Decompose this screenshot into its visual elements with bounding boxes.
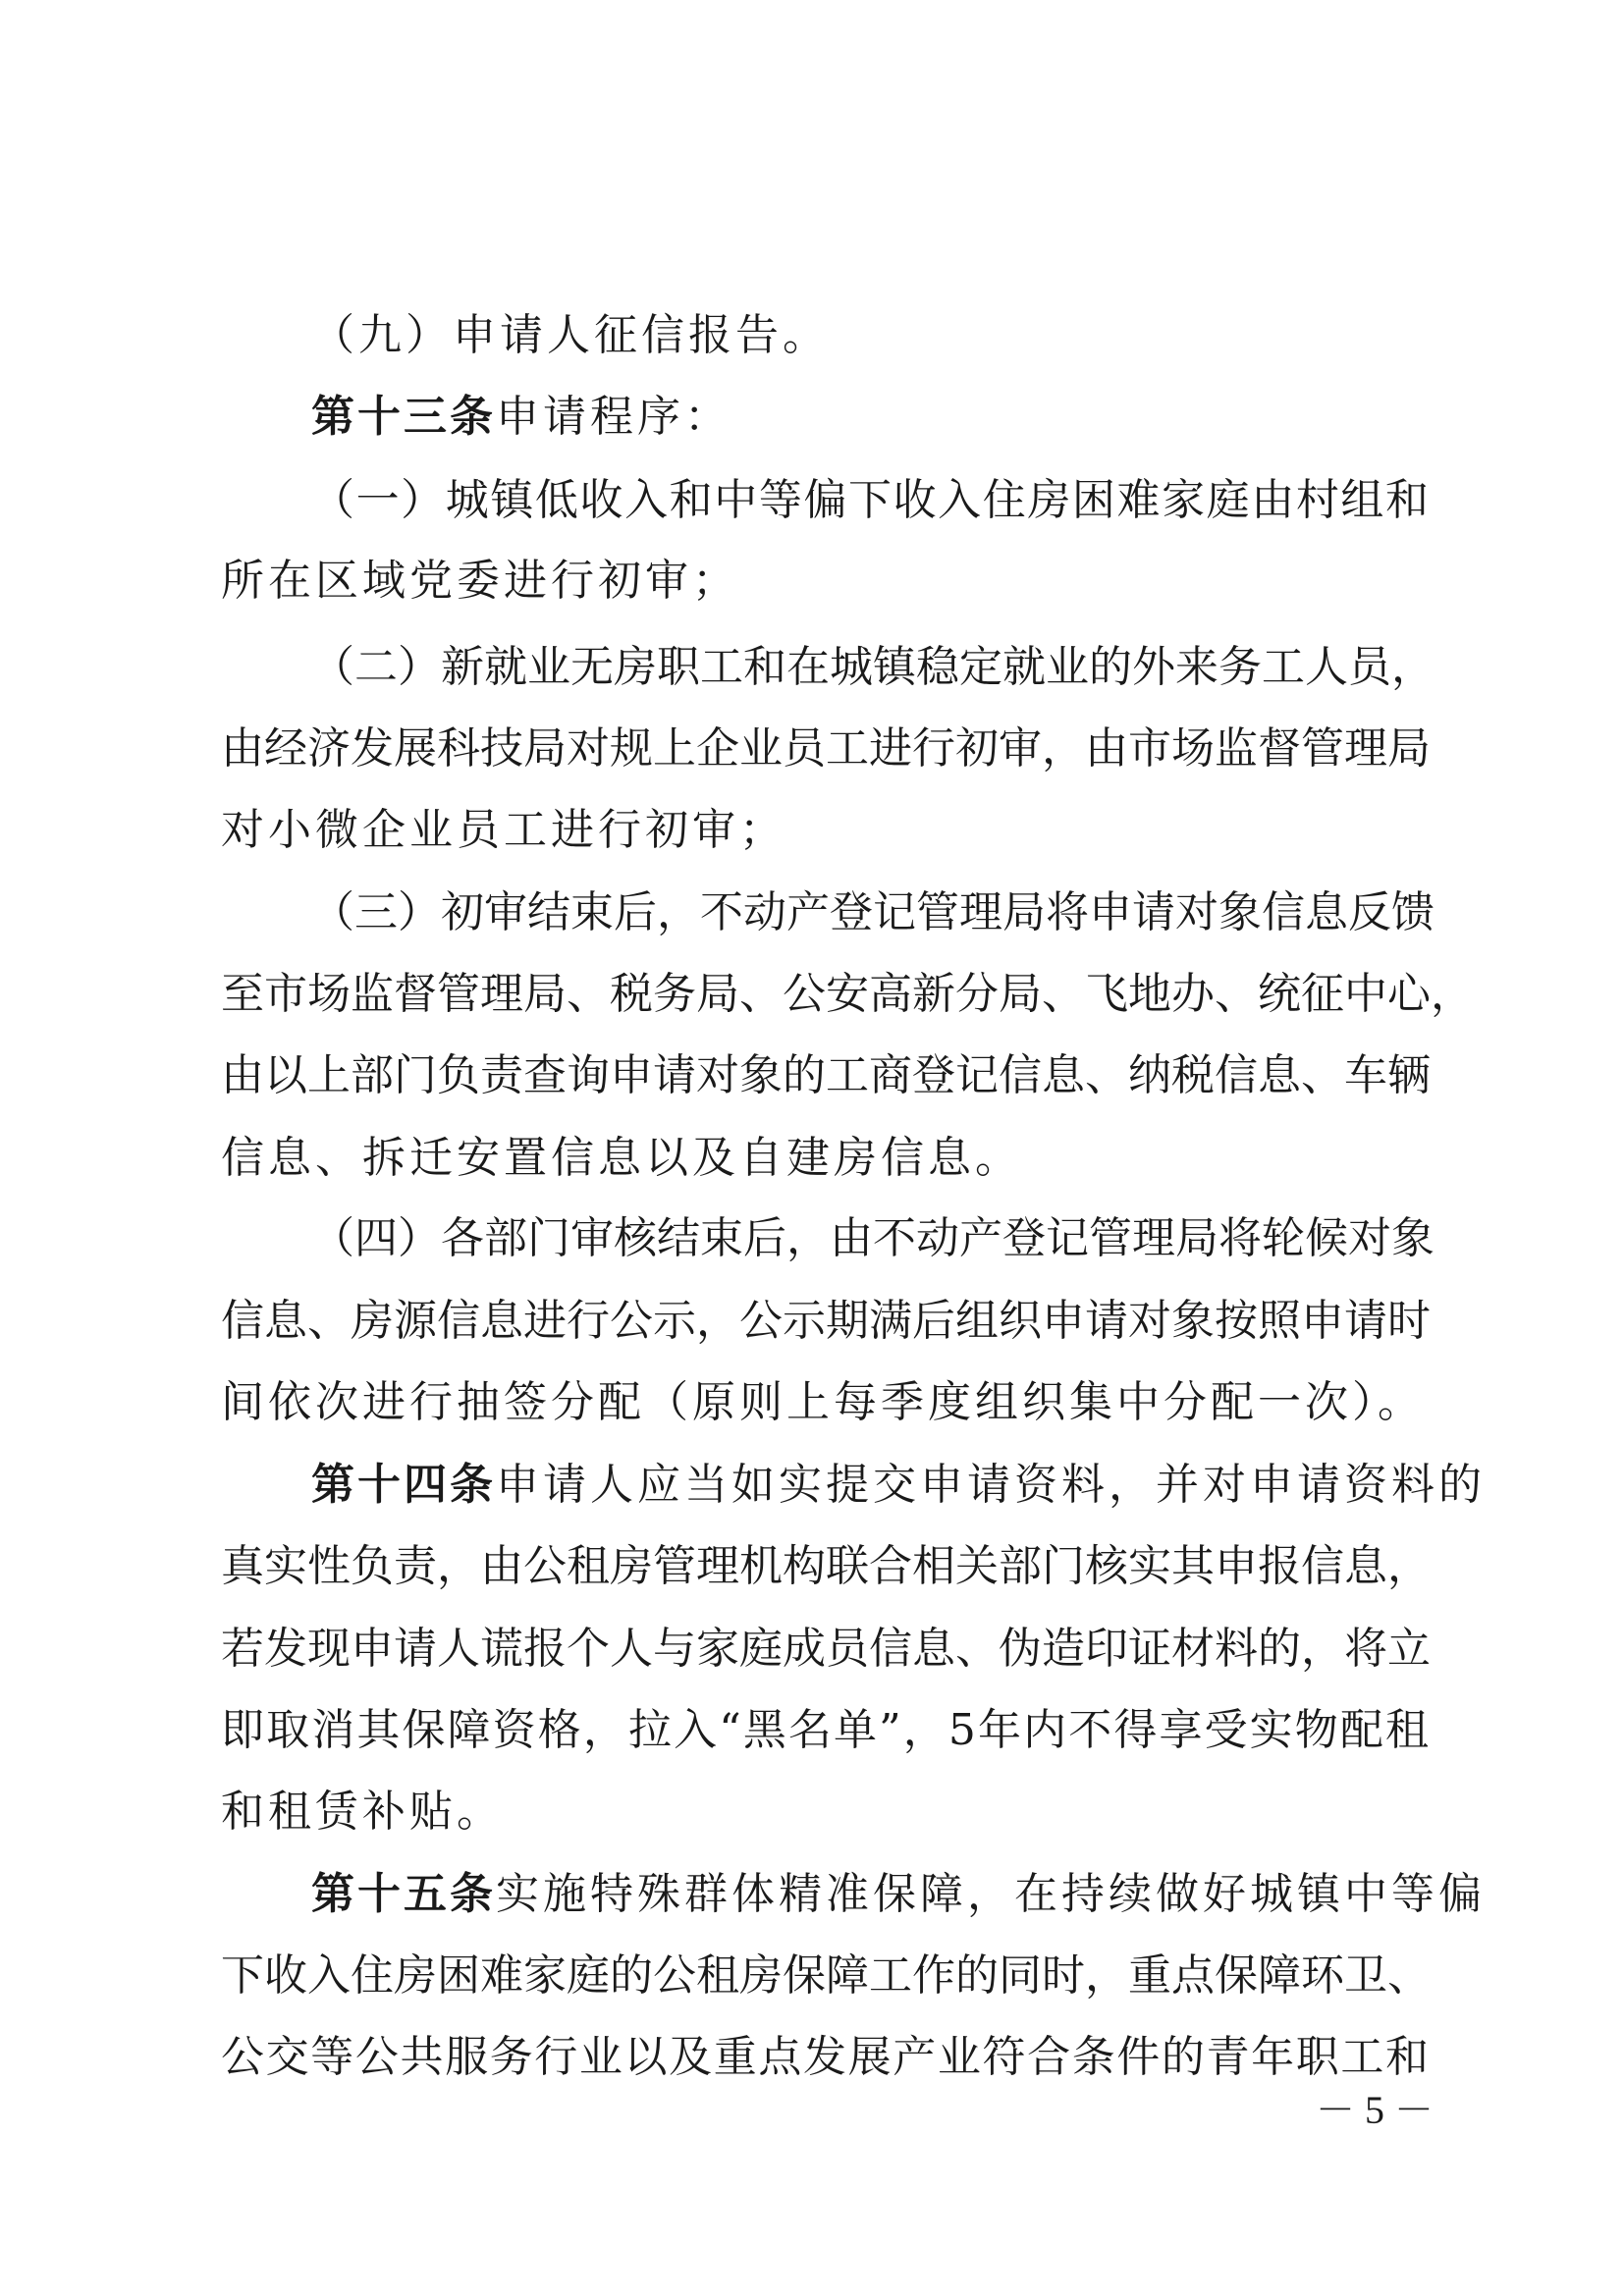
- text-line: （一）城镇低收入和中等偏下收入住房困难家庭由村组和: [311, 475, 1429, 525]
- article-15-line-1: [311, 1865, 1486, 1924]
- article-15-line-2: [221, 1947, 1429, 2005]
- article-14-line-5: [221, 1783, 1429, 1842]
- clause-3-line-1: [311, 883, 1435, 942]
- text-line: 实施特殊群体精准保障，在持续做好城镇中等偏: [496, 1869, 1486, 1919]
- clause-1-line-1: [311, 471, 1429, 530]
- text-line: （九）申请人征信报告。: [311, 310, 830, 360]
- text-line: 所在区域党委进行初审；: [221, 556, 739, 606]
- article-label: 第十五条: [311, 1869, 496, 1919]
- article-13-heading: [311, 388, 1429, 447]
- article-label: 第十三条: [311, 392, 496, 442]
- text-line: 下收入住房困难家庭的公租房保障工作的同时，重点保障环卫、: [221, 1950, 1431, 2001]
- text-line: 和租赁补贴。: [221, 1787, 504, 1837]
- article-14-line-3: [221, 1620, 1429, 1679]
- text-line: 由以上部门负责查询申请对象的工商登记信息、纳税信息、车辆: [221, 1050, 1431, 1100]
- text-line: 由经济发展科技局对规上企业员工进行初审，由市场监督管理局: [221, 723, 1431, 774]
- text-line: 申请程序：: [496, 392, 731, 442]
- clause-2-line-3: [221, 801, 1429, 860]
- text-line: 信息、拆迁安置信息以及自建房信息。: [221, 1133, 1022, 1183]
- text-line: 即取消其保障资格，拉入“黑名单”，5年内不得享受实物配租: [221, 1705, 1429, 1755]
- clause-3-line-2: [221, 965, 1474, 1024]
- text-line: 真实性负责，由公租房管理机构联合相关部门核实其申报信息，: [221, 1541, 1431, 1591]
- text-line: 若发现申请人谎报个人与家庭成员信息、伪造印证材料的，将立: [221, 1624, 1431, 1674]
- text-line: 对小微企业员工进行初审；: [221, 805, 786, 855]
- article-14-line-4: [221, 1701, 1429, 1760]
- text-line: 申请人应当如实提交申请资料，并对申请资料的: [496, 1460, 1486, 1510]
- clause-4-line-1: [311, 1209, 1435, 1268]
- clause-2-line-1: [311, 638, 1435, 697]
- article-label: 第十四条: [311, 1460, 496, 1510]
- clause-4-line-2: [221, 1292, 1429, 1351]
- page-number: － 5 －: [1316, 2088, 1434, 2132]
- text-line: 间依次进行抽签分配（原则上每季度组织集中分配一次）。: [221, 1377, 1425, 1427]
- clause-1-line-2: [221, 552, 1429, 611]
- text-line: 至市场监督管理局、税务局、公安高新分局、飞地办、统征中心，: [221, 969, 1474, 1019]
- clause-3-line-4: [221, 1129, 1429, 1188]
- clause-2-line-2: [221, 720, 1429, 778]
- clause-3-line-3: [221, 1046, 1429, 1105]
- text-line: 信息、房源信息进行公示，公示期满后组织申请对象按照申请时: [221, 1296, 1431, 1346]
- clause-9: [311, 306, 1429, 365]
- text-line: （四）各部门审核结束后，由不动产登记管理局将轮候对象: [311, 1213, 1435, 1263]
- article-14-line-2: [221, 1537, 1429, 1596]
- clause-4-line-3: [221, 1373, 1429, 1432]
- text-line: （三）初审结束后，不动产登记管理局将申请对象信息反馈: [311, 887, 1435, 937]
- text-line: （二）新就业无房职工和在城镇稳定就业的外来务工人员，: [311, 642, 1435, 692]
- article-15-line-3: [221, 2028, 1429, 2087]
- text-line: 公交等公共服务行业以及重点发展产业符合条件的青年职工和: [221, 2032, 1429, 2082]
- article-14-line-1: [311, 1456, 1486, 1515]
